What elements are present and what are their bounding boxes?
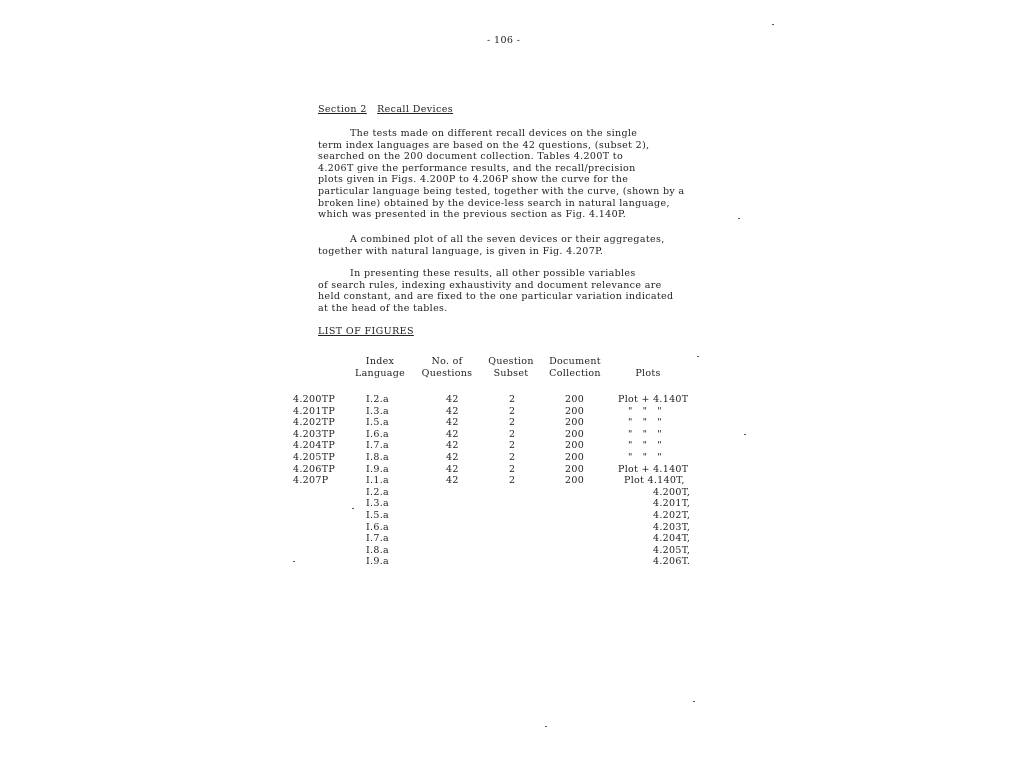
table-row: 4.200TP I.2.a 42 2 200 Plot + 4.140T	[293, 394, 689, 405]
paragraph-line: particular language being tested, together with the curve, (shown by a	[318, 185, 685, 197]
scan-speck	[772, 24, 774, 25]
header-plots: Plots	[635, 368, 661, 379]
paragraph-line: The tests made on different recall devices on the single	[350, 128, 638, 139]
scan-speck	[545, 726, 547, 727]
table-row: 4.203TP I.6.a 42 2 200 " " "	[293, 428, 662, 440]
table-row: 4.204TP I.7.a 42 2 200 " " "	[293, 440, 662, 452]
scan-speck	[697, 356, 699, 357]
scan-speck	[738, 218, 740, 219]
table-row: 4.206TP I.9.a 42 2 200 Plot + 4.140T	[293, 463, 689, 475]
header-index-language: Index Language	[354, 356, 406, 379]
paragraph-line: which was presented in the previous section as Fig. 4.140P.	[318, 209, 627, 221]
table-row-continuation: I.5.a 4.202T,	[366, 510, 691, 521]
table-row-continuation: I.7.a 4.204T,	[366, 533, 691, 545]
paragraph-1	[318, 128, 684, 221]
header-document-collection: Document Collection	[549, 356, 601, 379]
paragraph-line: 4.206T give the performance results, and the recall/precision	[318, 162, 636, 174]
paragraph-line: term index languages are based on the 42 questions, (subset 2),	[318, 139, 650, 151]
table-row: 4.205TP I.8.a 42 2 200 " " "	[293, 452, 662, 463]
header-no-of-questions: No. of Questions	[421, 356, 473, 379]
scan-speck	[352, 508, 354, 509]
table-row: 4.207P I.1.a 42 2 200 Plot 4.140T,	[293, 475, 685, 487]
scan-speck	[293, 561, 295, 562]
paragraph-line: A combined plot of all the seven devices or their aggregates,	[350, 234, 665, 245]
paragraph-line: of search rules, indexing exhaustivity and document relevance are	[318, 279, 662, 291]
table-row-continuation: I.6.a 4.203T,	[366, 521, 691, 533]
paragraph-line: held constant, and are fixed to the one particular variation indicated	[318, 291, 674, 303]
table-row-continuation: I.8.a 4.205T,	[366, 544, 691, 556]
paragraph-line: In presenting these results, all other possible variables	[350, 268, 636, 279]
section-label: Section 2	[318, 104, 367, 115]
paragraph-2	[318, 234, 665, 257]
table-row: 4.201TP I.3.a 42 2 200 " " "	[293, 405, 662, 417]
scan-speck	[693, 701, 695, 702]
table-row-continuation: I.3.a 4.201T,	[366, 498, 691, 510]
paragraph-line: searched on the 200 document collection. Tables 4.200T to	[318, 151, 624, 163]
list-of-figures-title: LIST OF FIGURES	[318, 326, 414, 337]
scan-speck	[744, 434, 746, 435]
table-row-continuation: I.2.a 4.200T,	[366, 486, 691, 498]
section-title: Recall Devices	[377, 104, 453, 115]
table-row-continuation: I.9.a 4.206T.	[366, 556, 691, 568]
page-number: - 106 -	[487, 35, 521, 46]
paragraph-3	[318, 268, 673, 314]
paragraph-line: together with natural language, is given in Fig. 4.207P.	[318, 245, 604, 257]
paragraph-line: plots given in Figs. 4.200P to 4.206P show the curve for the	[318, 174, 629, 186]
section-heading	[318, 104, 453, 116]
table-row: 4.202TP I.5.a 42 2 200 " " "	[293, 417, 662, 429]
header-question-subset: Question Subset	[488, 356, 534, 379]
paragraph-line: at the head of the tables.	[318, 302, 448, 314]
paragraph-line: broken line) obtained by the device-less search in natural language,	[318, 197, 670, 209]
